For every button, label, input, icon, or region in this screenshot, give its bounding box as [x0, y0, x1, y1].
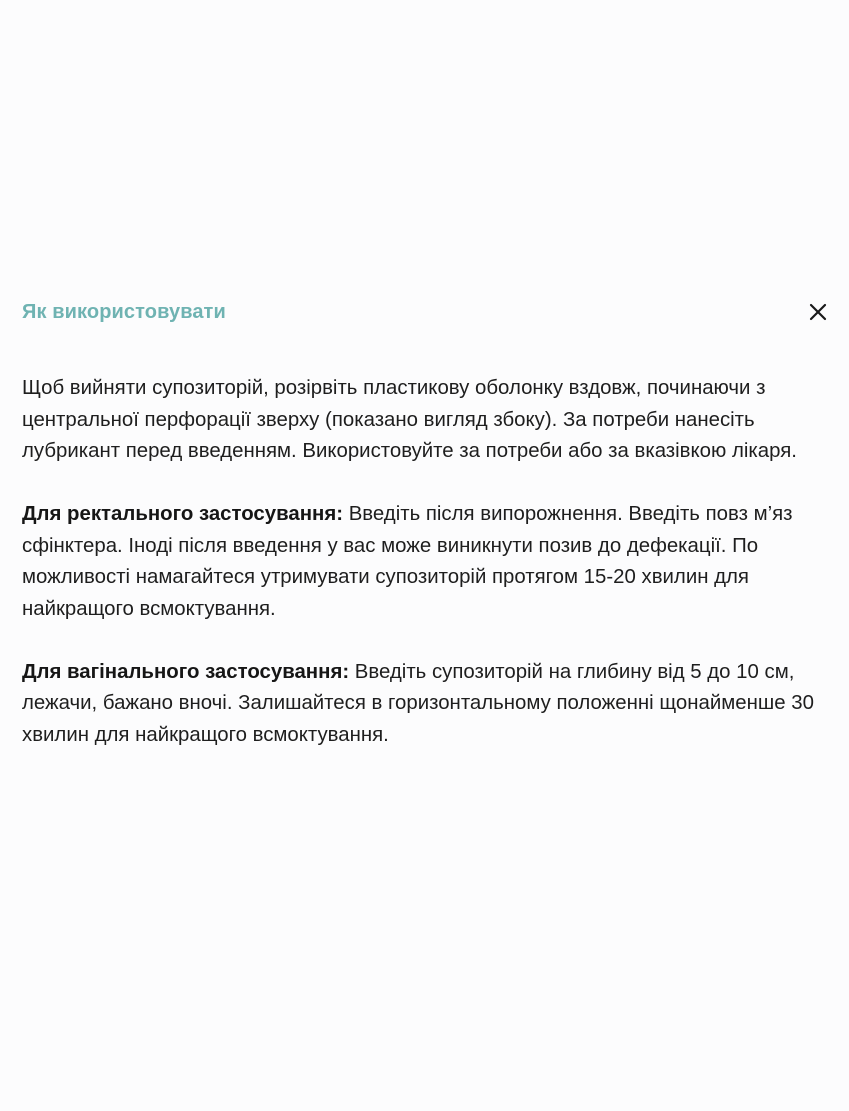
instructions-content [22, 373, 834, 783]
rectal-label: Для ректального застосування: [22, 503, 344, 525]
modal-title: Як використовувати [22, 301, 226, 323]
vaginal-label: Для вагінального застосування: [22, 660, 350, 683]
close-button[interactable] [805, 298, 831, 326]
vaginal-paragraph [22, 657, 834, 752]
vaginal-text: Введіть супозиторій на глибину від 5 до 10 см, лежачи, бажано вночі. Залишайтеся в горизонтальному положенні щонайменше 30 хвилин для найкращого всмоктування. [22, 660, 814, 746]
rectal-text: Введіть після випорожнення. Введіть повз м’яз сфінктера. Іноді після введення у вас може виникнути позив до дефекації. По можливості намагайтеся утримувати супозиторій протягом 15-20 хвилин для найкращого всмоктування. [22, 503, 793, 620]
modal-header [22, 298, 831, 330]
rectal-paragraph [22, 499, 834, 625]
intro-paragraph: Щоб вийняти супозиторій, розірвіть пластикову оболонку вздовж, починаючи з центральної перфорації зверху (показано вигляд збоку). За потреби нанесіть лубрикант перед введенням. Використовуйте за потреби або за вказівкою лікаря. [22, 377, 797, 462]
close-icon [809, 303, 827, 321]
